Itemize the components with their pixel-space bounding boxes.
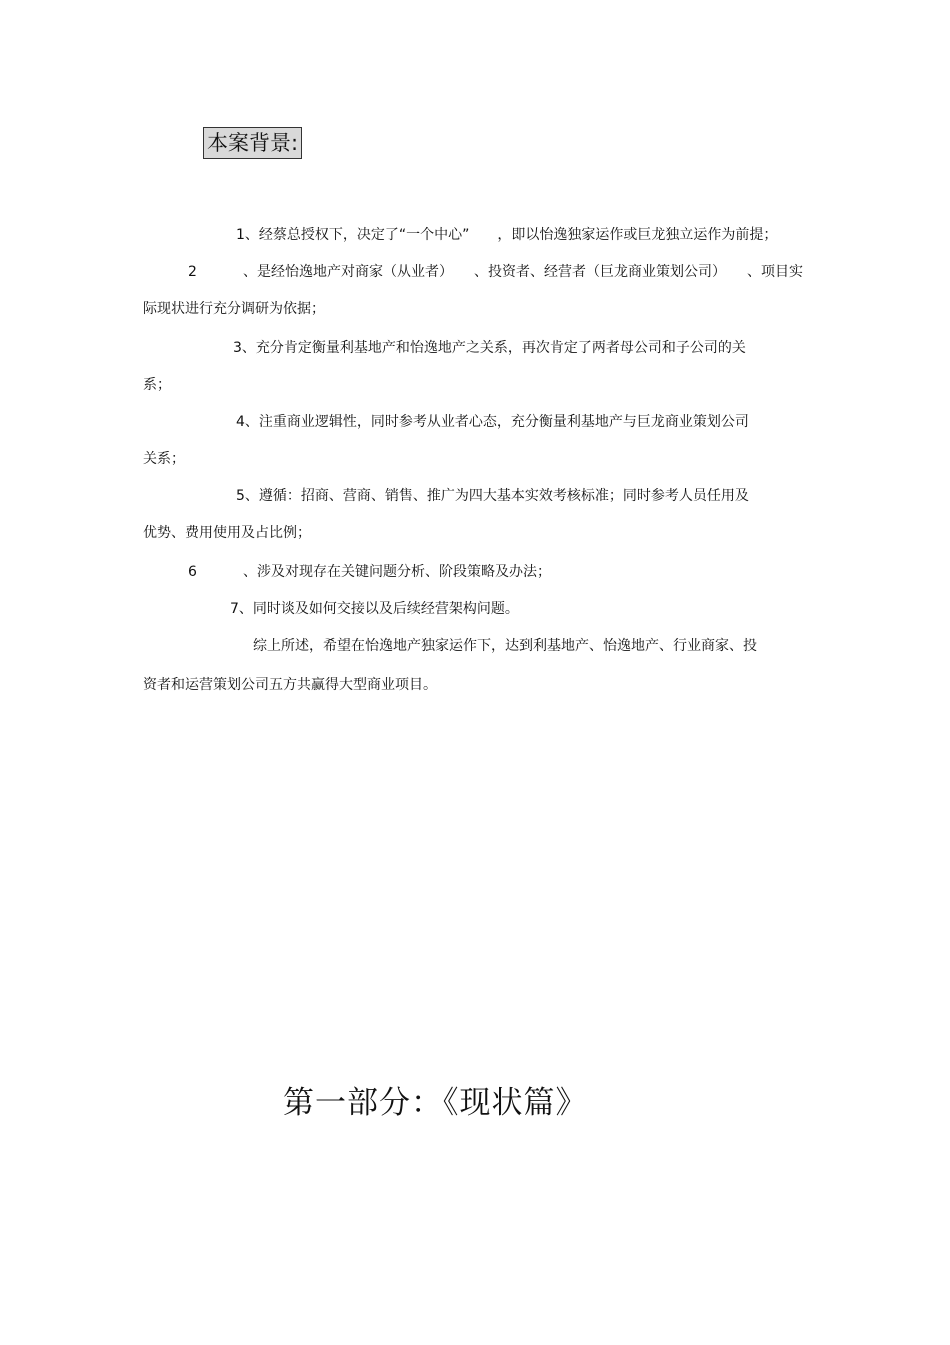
item-3-text-line2: 系； <box>143 377 171 393</box>
section-heading: 本案背景: <box>203 127 302 159</box>
item-6-number: 6 <box>188 564 197 580</box>
item-3-text-line1: 3、充分肯定衡量利基地产和怡逸地产之关系，再次肯定了两者母公司和子公司的关 <box>233 340 746 356</box>
item-1-text: 1、经蔡总授权下，决定了“一个中心” ，即以怡逸独家运作或巨龙独立运作为前提； <box>236 227 778 243</box>
item-2-number: 2 <box>188 264 197 280</box>
item-2-text-line2: 际现状进行充分调研为依据； <box>143 301 325 317</box>
summary-line1: 综上所述，希望在怡逸地产独家运作下，达到利基地产、怡逸地产、行业商家、投 <box>253 638 757 654</box>
item-2-text-line1: 、是经怡逸地产对商家（从业者） 、投资者、经营者（巨龙商业策划公司） 、项目实 <box>243 264 803 280</box>
item-4-text-line1: 4、注重商业逻辑性，同时参考从业者心态，充分衡量利基地产与巨龙商业策划公司 <box>236 414 749 430</box>
item-5-text-line2: 优势、费用使用及占比例； <box>143 525 311 541</box>
item-7-text: 7、同时谈及如何交接以及后续经营架构问题。 <box>230 601 519 617</box>
part-title: 第一部分：《现状篇》 <box>283 1085 588 1121</box>
item-5-text-line1: 5、遵循：招商、营商、销售、推广为四大基本实效考核标准；同时参考人员任用及 <box>236 488 749 504</box>
item-4-text-line2: 关系； <box>143 451 185 467</box>
item-6-text: 、涉及对现存在关键问题分析、阶段策略及办法； <box>243 564 551 580</box>
summary-line2: 资者和运营策划公司五方共赢得大型商业项目。 <box>143 677 437 693</box>
